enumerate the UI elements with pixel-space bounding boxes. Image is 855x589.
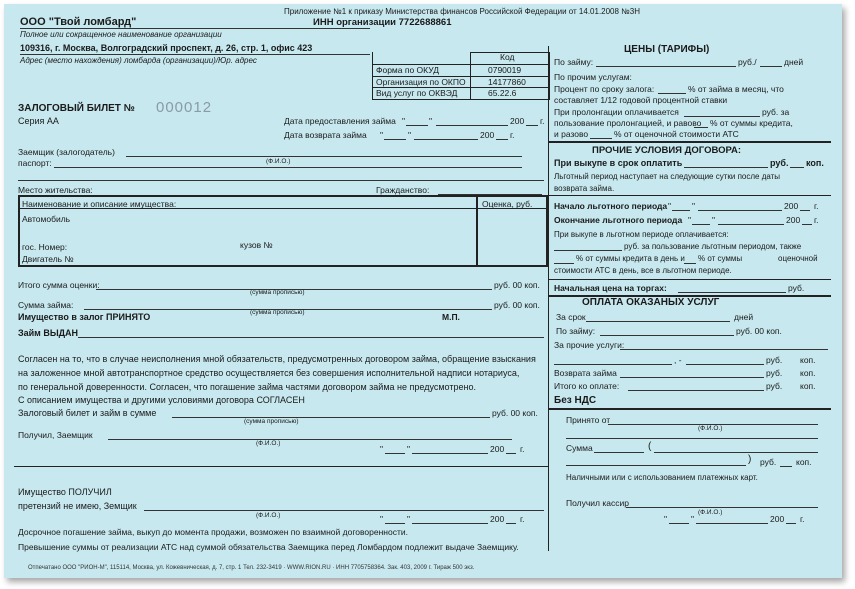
prices-rate-label: Процент по сроку залога:: [554, 84, 655, 94]
received-hint: (сумма прописью): [244, 418, 299, 425]
prices-prolong-rub: руб. за: [762, 107, 790, 117]
loan-issued: Займ ВЫДАН: [18, 328, 79, 338]
passport-field-2[interactable]: [18, 180, 544, 181]
sum-paren-open: (: [648, 441, 652, 452]
conditions-buyout-field[interactable]: [684, 167, 768, 168]
grace-end-year-field[interactable]: [802, 224, 812, 225]
agreement-line-4: С описанием имущества и другими условиями договора СОГЛАСЕН: [18, 395, 305, 405]
prices-loan-field[interactable]: [596, 66, 736, 67]
sum-words-field-2[interactable]: [566, 465, 746, 466]
grace-start-quote-close: ": [692, 201, 696, 211]
grace-end-quote-close: ": [712, 215, 716, 225]
payment-term-field[interactable]: [586, 321, 730, 322]
payment-divider: [549, 408, 831, 410]
sum-words-field[interactable]: [654, 452, 818, 453]
codes-divider: [470, 64, 471, 99]
date-issue-quote-close: ": [429, 116, 433, 126]
payment-return-label: Возврата займа: [554, 368, 617, 378]
payment-total-kop: коп.: [800, 381, 816, 391]
org-address: 109316, г. Москва, Волгоградский проспект, д. 26, стр. 1, офис 423: [20, 43, 313, 53]
got-date-month-field[interactable]: [412, 453, 488, 454]
payment-term-label: За срок: [556, 312, 586, 322]
received-label: Залоговый билет и займ в сумме: [18, 408, 157, 418]
grace-start-year: 200: [784, 201, 799, 211]
property-received: Имущество ПОЛУЧИЛ: [18, 487, 112, 497]
loan-sum-label: Сумма займа:: [18, 300, 74, 310]
grace-start-month-field[interactable]: [698, 210, 782, 211]
cashier-date-g: г.: [800, 514, 805, 524]
payment-other-comma: , -: [674, 355, 682, 365]
property-accepted: Имущество в залог ПРИНЯТО: [18, 312, 151, 322]
accepted-from-hint: (Ф.И.О.): [698, 425, 723, 432]
cash-note: Наличными или с использованием платежных карт.: [566, 473, 758, 482]
grace-end-month-field[interactable]: [718, 224, 784, 225]
loan-sum-hint: (сумма прописью): [250, 309, 305, 316]
agreement-line-1: Согласен на то, что в случае неисполнения мной обязательств, предусмотренных договором займа, обращение взыскания: [18, 354, 536, 364]
payment-return-kop: коп.: [800, 368, 816, 378]
stamp-mark: М.П.: [442, 312, 460, 322]
got-date-quote-close: ": [407, 444, 411, 454]
payment-total-field[interactable]: [628, 390, 764, 391]
prices-rate-suffix: % от займа в месяц, что: [688, 84, 784, 94]
org-name-hint: Полное или сокращенное наименование организации: [20, 30, 222, 39]
total-estimate-hint: (сумма прописью): [250, 289, 305, 296]
grace-end-quote-open: ": [688, 215, 692, 225]
received-sum-field[interactable]: [172, 417, 490, 418]
got-borrower-hint: (Ф.И.О.): [256, 440, 281, 447]
accepted-from-label: Принято от: [566, 415, 611, 425]
grace-start-g: г.: [814, 201, 819, 211]
loan-sum-rub: руб. 00 коп.: [494, 300, 540, 310]
date-return-quote-close: ": [408, 130, 412, 140]
prices-loan-days-field[interactable]: [760, 66, 782, 67]
return-date-quote-close: ": [407, 514, 411, 524]
accepted-from-field-2[interactable]: [566, 438, 818, 439]
date-return-quote-open: ": [380, 130, 384, 140]
sum-field[interactable]: [594, 452, 644, 453]
cashier-field[interactable]: [626, 507, 818, 508]
grace-start-day-field[interactable]: [672, 210, 690, 211]
grace-pay-divider: [549, 279, 831, 280]
prices-prolong-line3-suffix: % от оценочной стоимости АТС: [614, 129, 739, 139]
grace-end-g: г.: [814, 215, 819, 225]
return-date-g: г.: [520, 514, 525, 524]
prices-prolong-once-field[interactable]: [590, 138, 612, 139]
date-return-year-field[interactable]: [496, 139, 508, 140]
loan-issued-field[interactable]: [78, 337, 544, 338]
section-divider-left: [14, 466, 549, 467]
grace-start-year-field[interactable]: [800, 210, 810, 211]
payment-other-sum-field[interactable]: [686, 364, 764, 365]
auction-rub: руб.: [788, 283, 805, 293]
date-issue-g: г.: [540, 116, 545, 126]
sum-paren-close: ): [748, 454, 752, 465]
payment-term-days: дней: [734, 312, 754, 322]
prices-prolong-line2: пользование пролонгацией, и равово: [554, 118, 702, 128]
citizenship-label: Гражданство:: [376, 185, 430, 195]
prices-rate-note: составляет 1/12 годовой процентной ставки: [554, 95, 728, 105]
payment-other-kop: коп.: [800, 355, 816, 365]
payment-total-label: Итого ко оплате:: [554, 381, 620, 391]
date-return-month-field[interactable]: [414, 139, 478, 140]
cashier-date-quote-close: ": [691, 514, 695, 524]
cashier-date-month-field[interactable]: [696, 523, 768, 524]
prices-loan-label: По займу:: [554, 57, 594, 67]
print-footer: Отпечатано ООО "РИОН-М", 115114, Москва, ул. Кожевническая, д. 7, стр. 1 Тел. 232-3419 · WWW.RION.RU · ИНН 7705758364. Зак. 403, 2009 г. Тираж 500 экз.: [28, 565, 475, 571]
date-issue-day-field[interactable]: [406, 125, 428, 126]
cashier-date-day-field[interactable]: [669, 523, 689, 524]
grace-end-year: 200: [786, 215, 801, 225]
payment-total-rub: руб.: [766, 381, 783, 391]
org-address-hint: Адрес (место нахождения) ломбарда (организации)/Юр. адрес: [20, 56, 257, 65]
payment-other-label: За прочие услуги:: [554, 340, 625, 350]
prices-rate-field[interactable]: [658, 93, 686, 94]
grace-pay-line2: руб. за пользование льготным периодом, также: [624, 242, 802, 251]
property-car: Автомобиль: [22, 214, 71, 224]
cashier-date-quote-open: ": [664, 514, 668, 524]
total-estimate-rub: руб. 00 коп.: [494, 280, 540, 290]
property-estimate-header: Оценка, руб.: [482, 199, 533, 209]
got-date-g: г.: [520, 444, 525, 454]
date-return-label: Дата возврата займа: [284, 130, 367, 140]
got-borrower-label: Получил, Заемщик: [18, 430, 93, 440]
got-date-year: 200: [490, 444, 505, 454]
inn-label: ИНН организации 7722688861: [313, 17, 452, 28]
agreement-line-3: по генеральной доверенности. Согласен, что погашение займа частями договором займа не предусмотрено.: [18, 382, 476, 392]
conditions-buyout-kop: коп.: [806, 158, 824, 168]
auction-label: Начальная цена на торгах:: [554, 283, 667, 293]
ticket-series: Серия АА: [18, 116, 59, 126]
ticket-number: 000012: [156, 99, 213, 116]
conditions-buyout-kop-field[interactable]: [790, 167, 804, 168]
prices-prolong-field[interactable]: [684, 116, 760, 117]
passport-label: паспорт:: [18, 158, 52, 168]
prices-prolong-label: При пролонгации оплачивается: [554, 107, 679, 117]
grace-start-quote-open: ": [668, 201, 672, 211]
conditions-grace-line2: возврата займа.: [554, 184, 615, 193]
no-claims-hint: (Ф.И.О.): [256, 512, 281, 519]
cashier-label: Получил кассир: [566, 498, 629, 508]
org-name-line: [20, 28, 370, 29]
payment-other-rub-field[interactable]: [554, 364, 672, 365]
borrower-label: Заемщик (залогодатель): [18, 147, 115, 157]
conditions-title: ПРОЧИЕ УСЛОВИЯ ДОГОВОРА:: [592, 145, 741, 156]
return-date-day-field[interactable]: [385, 523, 405, 524]
return-date-year-field[interactable]: [506, 523, 516, 524]
codes-row-okved-label: Вид услуг по ОКВЭД: [376, 88, 458, 98]
payment-no-vat: Без НДС: [554, 395, 597, 406]
borrower-field[interactable]: [126, 156, 522, 157]
auction-field[interactable]: [678, 292, 786, 293]
date-issue-year: 200: [510, 116, 525, 126]
payment-loan-rub: руб. 00 коп.: [736, 326, 782, 336]
sum-kop: коп.: [796, 457, 812, 467]
return-date-quote-open: ": [380, 514, 384, 524]
property-header: Наименование и описание имущества:: [22, 199, 177, 209]
payment-loan-field[interactable]: [600, 335, 734, 336]
got-date-day-field[interactable]: [385, 453, 405, 454]
no-claims-label: претензий не имею, Земщик: [18, 501, 137, 511]
grace-pay-line3a: % от суммы кредита в день и: [576, 254, 685, 263]
received-rub: руб. 00 коп.: [492, 408, 538, 418]
ticket-title: ЗАЛОГОВЫЙ БИЛЕТ №: [18, 103, 135, 114]
cashier-date-year: 200: [770, 514, 785, 524]
sum-label: Сумма: [566, 443, 593, 453]
conditions-buyout-label: При выкупе в срок оплатить: [554, 158, 683, 168]
column-divider: [548, 46, 549, 551]
return-date-year: 200: [490, 514, 505, 524]
grace-end-label: Окончание льготного периода: [554, 215, 683, 225]
codes-row-okpo-value: 14177860: [488, 77, 526, 87]
conditions-grace-divider: [549, 195, 831, 196]
got-date-year-field[interactable]: [506, 453, 516, 454]
pawn-ticket-form: [4, 4, 842, 578]
property-estimate-divider: [476, 195, 478, 265]
borrower-fio-hint: (Ф.И.О.): [266, 158, 291, 165]
cashier-date-year-field[interactable]: [786, 523, 796, 524]
prices-prolong-line2-suffix: % от суммы кредита,: [710, 118, 793, 128]
payment-loan-label: По займу:: [556, 326, 596, 336]
property-engine: Двигатель №: [22, 254, 74, 264]
sum-kop-field[interactable]: [780, 466, 792, 467]
prices-other-label: По прочим услугам:: [554, 72, 632, 82]
conditions-buyout-rub: руб.: [770, 158, 789, 168]
codes-row-okud-value: 0790019: [488, 65, 522, 75]
date-issue-month-field[interactable]: [436, 125, 508, 126]
codes-row-okud-label: Форма по ОКУД: [376, 65, 439, 75]
org-name: ООО "Твой ломбард": [20, 16, 137, 28]
date-issue-label: Дата предоставления займа: [284, 116, 396, 126]
residence-label: Место жительства:: [18, 185, 93, 195]
date-return-g: г.: [510, 130, 515, 140]
sum-rub: руб.: [760, 457, 777, 467]
payment-other-field[interactable]: [620, 349, 828, 350]
grace-pay-line1: При выкупе в льготном периоде оплачивается:: [554, 230, 729, 239]
prices-loan-rub: руб./: [738, 57, 757, 67]
org-address-line: [20, 54, 370, 55]
property-body: кузов №: [240, 240, 273, 250]
prices-prolong-percent-field[interactable]: [694, 127, 708, 128]
no-claims-field[interactable]: [144, 510, 544, 511]
date-issue-quote-open: ": [402, 116, 406, 126]
prices-divider: [549, 141, 831, 143]
codes-row-okved-value: 65.22.6: [488, 88, 517, 98]
got-date-quote-open: ": [380, 444, 384, 454]
grace-end-day-field[interactable]: [692, 224, 710, 225]
payment-return-rub: руб.: [766, 368, 783, 378]
total-estimate-label: Итого сумма оценки:: [18, 280, 100, 290]
agreement-line-2: на заложенное мной автотранспортное средство осуществляется без совершения исполнительной надписи нотариуса,: [18, 368, 520, 378]
grace-start-label: Начало льготного периода: [554, 201, 668, 211]
date-return-day-field[interactable]: [384, 139, 406, 140]
passport-field[interactable]: [54, 167, 522, 168]
conditions-grace-line1: Льготный период наступает на следующие сутки после даты: [554, 172, 781, 181]
payment-return-field[interactable]: [620, 377, 764, 378]
codes-header: Код: [500, 52, 515, 62]
got-borrower-field[interactable]: [108, 439, 512, 440]
grace-pay-line3c: оценочной: [778, 254, 818, 263]
cashier-hint: (Ф.И.О.): [698, 509, 723, 516]
date-return-year: 200: [480, 130, 495, 140]
return-date-month-field[interactable]: [412, 523, 488, 524]
codes-row-okpo-label: Организация по ОКПО: [376, 77, 466, 87]
date-issue-year-field[interactable]: [526, 125, 538, 126]
payment-title: ОПЛАТА ОКАЗАНЫХ УСЛУГ: [582, 297, 720, 308]
prices-prolong-line3: и разово: [554, 129, 589, 139]
grace-pay-rub-field[interactable]: [554, 250, 622, 251]
prices-loan-days: дней: [784, 57, 804, 67]
grace-pay-line3b: % от суммы: [698, 254, 743, 263]
early-repayment: Досрочное погашение займа, выкуп до момента продажи, возможен по взаимной договоренности.: [18, 527, 408, 537]
grace-pay-line4: стоимости АТС в день, все в льготном периоде.: [554, 266, 732, 275]
grace-pay-ats-field[interactable]: [684, 263, 696, 264]
appendix-note: Приложение №1 к приказу Министерства финансов Российской Федерации от 14.01.2008 №3Н: [284, 7, 640, 16]
property-plate: гос. Номер:: [22, 242, 68, 252]
excess-note: Превышение суммы от реализации АТС над суммой обязательства Заемщика перед Ломбардом подлежит выдаче Заемщику.: [18, 542, 519, 552]
grace-pay-credit-field[interactable]: [554, 263, 574, 264]
payment-other-rub: руб.: [766, 355, 783, 365]
prices-title: ЦЕНЫ (ТАРИФЫ): [624, 44, 710, 55]
